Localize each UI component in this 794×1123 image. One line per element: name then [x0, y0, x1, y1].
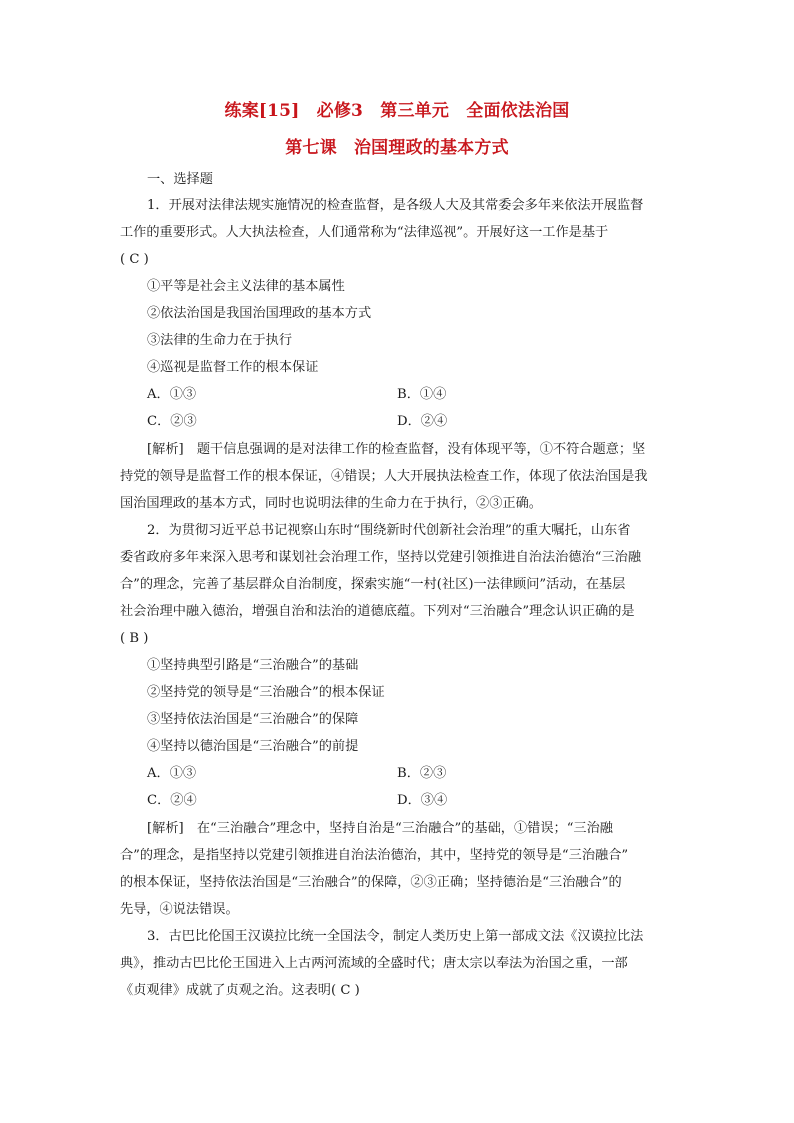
q2-analysis-line-3: 的根本保证，坚持依法治国是“三治融合”的保障，②③正确；坚持德治是“三治融合”的 — [120, 875, 622, 890]
q2-option-c: C．②④ — [147, 793, 197, 808]
q2-option-d: D．③④ — [397, 793, 448, 808]
q1-option-b: B．①④ — [397, 387, 447, 402]
q2-item-1: ①坚持典型引路是“三治融合”的基础 — [147, 658, 359, 673]
q2-item-2: ②坚持党的领导是“三治融合”的根本保证 — [147, 685, 385, 700]
q1-answer: ( C ) — [120, 252, 149, 267]
q2-analysis-line-1: [解析] 在“三治融合”理念中，坚持自治是“三治融合”的基础，①错误；“三治融 — [147, 821, 613, 836]
q2-stem-line-1: 2．为贯彻习近平总书记视察山东时“围绕新时代创新社会治理”的重大嘱托，山东省 — [147, 523, 631, 538]
q2-item-3: ③坚持依法治国是“三治融合”的保障 — [147, 712, 359, 727]
q1-item-1: ①平等是社会主义法律的基本属性 — [147, 279, 345, 294]
q1-option-c: C．②③ — [147, 414, 197, 429]
q2-answer: ( B ) — [120, 631, 149, 646]
page-title: 练案[15] 必修3 第三单元 全面依法治国 — [224, 101, 570, 121]
q1-option-a: A．①③ — [147, 387, 197, 402]
q1-analysis-line-1: [解析] 题干信息强调的是对法律工作的检查监督，没有体现平等，①不符合题意；坚 — [147, 442, 646, 457]
q2-option-a: A．①③ — [147, 766, 197, 781]
q1-item-2: ②依法治国是我国治国理政的基本方式 — [147, 306, 372, 321]
q1-stem-line-2: 工作的重要形式。人大执法检查，人们通常称为“法律巡视”。开展好这一工作是基于 — [120, 225, 609, 240]
q2-stem-line-2: 委省政府多年来深入思考和谋划社会治理工作，坚持以党建引领推进自治法治德治“三治融 — [120, 550, 642, 565]
q3-stem-line-2: 典》，推动古巴比伦王国进入上古两河流域的全盛时代；唐太宗以奉法为治国之重，一部 — [120, 956, 628, 971]
q2-stem-line-3: 合”的理念，完善了基层群众自治制度，探索实施“一村(社区)一法律顾问”活动，在基层 — [120, 577, 626, 592]
q3-stem-line-3: 《贞观律》成就了贞观之治。这表明( C ) — [120, 983, 360, 998]
q2-item-4: ④坚持以德治国是“三治融合”的前提 — [147, 739, 359, 754]
q2-analysis-line-4: 先导，④说法错误。 — [120, 902, 239, 917]
q1-item-4: ④巡视是监督工作的根本保证 — [147, 360, 319, 375]
q2-stem-line-4: 社会治理中融入德治，增强自治和法治的道德底蕴。下列对“三治融合”理念认识正确的是 — [120, 604, 635, 619]
q1-analysis-line-2: 持党的领导是监督工作的根本保证，④错误；人大开展执法检查工作，体现了依法治国是我 — [120, 469, 648, 484]
q2-option-b: B．②③ — [397, 766, 447, 781]
section-heading: 一、选择题 — [147, 172, 213, 187]
q1-analysis-line-3: 国治国理政的基本方式，同时也说明法律的生命力在于执行，②③正确。 — [120, 496, 542, 511]
q1-option-d: D．②④ — [397, 414, 448, 429]
q1-stem-line-1: 1．开展对法律法规实施情况的检查监督，是各级人大及其常委会多年来依法开展监督 — [147, 198, 644, 213]
lesson-subtitle: 第七课 治国理政的基本方式 — [285, 138, 509, 158]
q1-item-3: ③法律的生命力在于执行 — [147, 333, 293, 348]
q2-analysis-line-2: 合”的理念，是指坚持以党建引领推进自治法治德治，其中，坚持党的领导是“三治融合” — [120, 848, 629, 863]
q3-stem-line-1: 3．古巴比伦国王汉谟拉比统一全国法令，制定人类历史上第一部成文法《汉谟拉比法 — [147, 929, 644, 944]
